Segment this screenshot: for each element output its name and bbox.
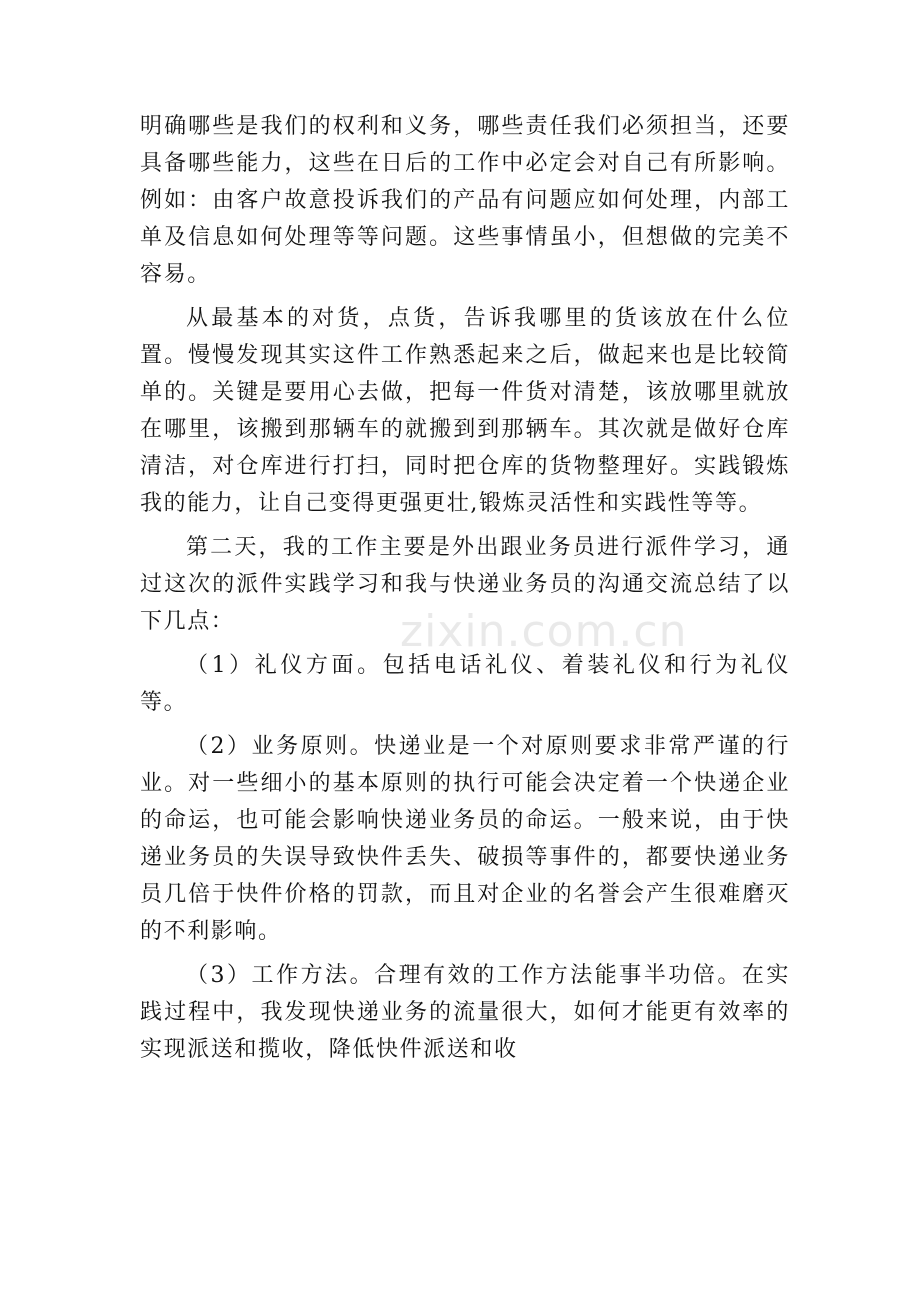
paragraph-rights-duties: 明确哪些是我们的权利和义务，哪些责任我们必须担当，还要具备哪些能力，这些在日后的工作中必定会对自己有所影响。例如：由客户故意投诉我们的产品有问题应如何处理，内部工单及信息如何处理等等问题。这些事情虽小，但想做的完美不容易。 (140, 114, 790, 287)
watermark: zixin.com.cn (400, 606, 688, 657)
paragraph-warehouse-work: 从最基本的对货，点货，告诉我哪里的货该放在什么位置。慢慢发现其实这件工作熟悉起来之后，做起来也是比较简单的。关键是要用心去做，把每一件货对清楚，该放哪里就放在哪里，该搬到那辆车的就搬到到那辆车。其次就是做好仓库清洁，对仓库进行打扫，同时把仓库的货物整理好。实践锻炼我的能力，让自己变得更强更壮,锻炼灵活性和实践性等等。 (140, 306, 790, 516)
list-item-work-methods: （3）工作方法。合理有效的工作方法能事半功倍。在实践过程中，我发现快递业务的流量很大，如何才能更有效率的实现派送和揽收，降低快件派送和收 (140, 963, 790, 1062)
paragraph-second-day: 第二天，我的工作主要是外出跟业务员进行派件学习，通过这次的派件实践学习和我与快递业务员的沟通交流总结了以下几点： (140, 535, 790, 634)
list-item-etiquette: （1）礼仪方面。包括电话礼仪、着装礼仪和行为礼仪等。 (140, 653, 790, 715)
document-body (140, 108, 790, 1068)
list-item-business-principles: （2）业务原则。快递业是一个对原则要求非常严谨的行业。对一些细小的基本原则的执行可能会决定着一个快递企业的命运，也可能会影响快递业务员的命运。一般来说，由于快递业务员的失误导致快件丢失、破损等事件的，都要快递业务员几倍于快件价格的罚款，而且对企业的名誉会产生很难磨灭的不利影响。 (140, 734, 790, 944)
